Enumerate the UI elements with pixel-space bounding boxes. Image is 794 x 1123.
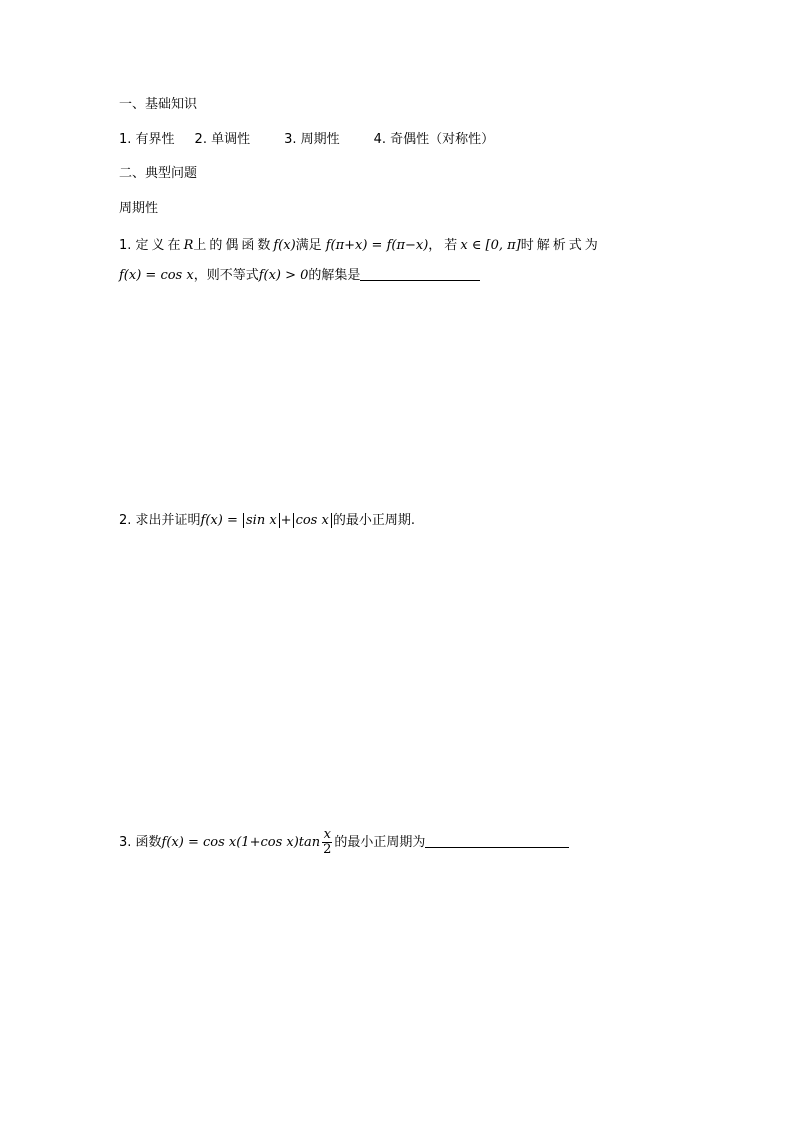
problem-3-prefix: 3. 函数 xyxy=(119,835,162,850)
problem-1-math-inequality: f(x) > 0 xyxy=(258,268,309,283)
problem-1-math-fx: f(x) xyxy=(273,238,296,253)
problem-1-math-cos: f(x) = cos x xyxy=(119,268,194,283)
problem-2-suffix: 的最小正周期. xyxy=(332,513,415,528)
problem-2-prefix: 2. 求出并证明 xyxy=(119,513,201,528)
basics-item-parity: 4. 奇偶性（对称性） xyxy=(373,132,495,147)
basics-item-periodicity: 3. 周期性 xyxy=(284,132,340,147)
problem-2-abs-cos: cos x xyxy=(293,513,332,528)
problem-1-text-e: 时解析式为 xyxy=(520,238,601,253)
problem-3-fraction-numerator: x xyxy=(323,827,331,842)
problem-3-fraction xyxy=(322,828,332,857)
problem-3-line xyxy=(119,828,569,857)
problem-2-abs-sin: sin x xyxy=(243,513,280,528)
problem-3-answer-blank[interactable] xyxy=(425,833,569,848)
problem-1-text-d: ，若 xyxy=(428,238,461,253)
problem-3-fraction-denominator: 2 xyxy=(323,842,332,857)
problem-1-text-b: 上的偶函数 xyxy=(193,238,274,253)
basics-item-monotonicity: 2. 单调性 xyxy=(194,132,251,147)
problem-3-math: f(x) = cos x(1+cos x)tan xyxy=(161,835,321,850)
problem-2-math-lhs: f(x) = xyxy=(200,513,242,528)
section-title-typical-problems: 二、典型问题 xyxy=(119,166,198,181)
problem-1-set-r: R xyxy=(183,238,194,253)
problem-1-text-g: 的解集是 xyxy=(308,268,361,283)
problem-2-plus: + xyxy=(280,513,292,528)
problem-1-number: 1. xyxy=(119,238,132,253)
problem-3-suffix: 的最小正周期为 xyxy=(334,835,426,850)
problem-1-math-interval: x ∈ [0, π] xyxy=(460,238,521,253)
problem-1-line-2 xyxy=(119,266,480,286)
basics-list xyxy=(119,130,494,150)
problem-1-answer-blank[interactable] xyxy=(360,266,480,281)
basics-item-boundedness: 1. 有界性 xyxy=(119,132,175,147)
problem-1-line-1 xyxy=(119,236,601,256)
problem-1-text-a: 定义在 xyxy=(135,238,184,253)
subsection-title-periodicity: 周期性 xyxy=(119,201,159,216)
section-title-basics: 一、基础知识 xyxy=(119,97,198,112)
problem-1-text-c: 满足 xyxy=(295,238,322,253)
problem-1-text-f: ，则不等式 xyxy=(193,268,259,283)
problem-1-math-symmetry: f(π+x) = f(π−x) xyxy=(325,238,429,253)
problem-2-line xyxy=(119,511,415,531)
